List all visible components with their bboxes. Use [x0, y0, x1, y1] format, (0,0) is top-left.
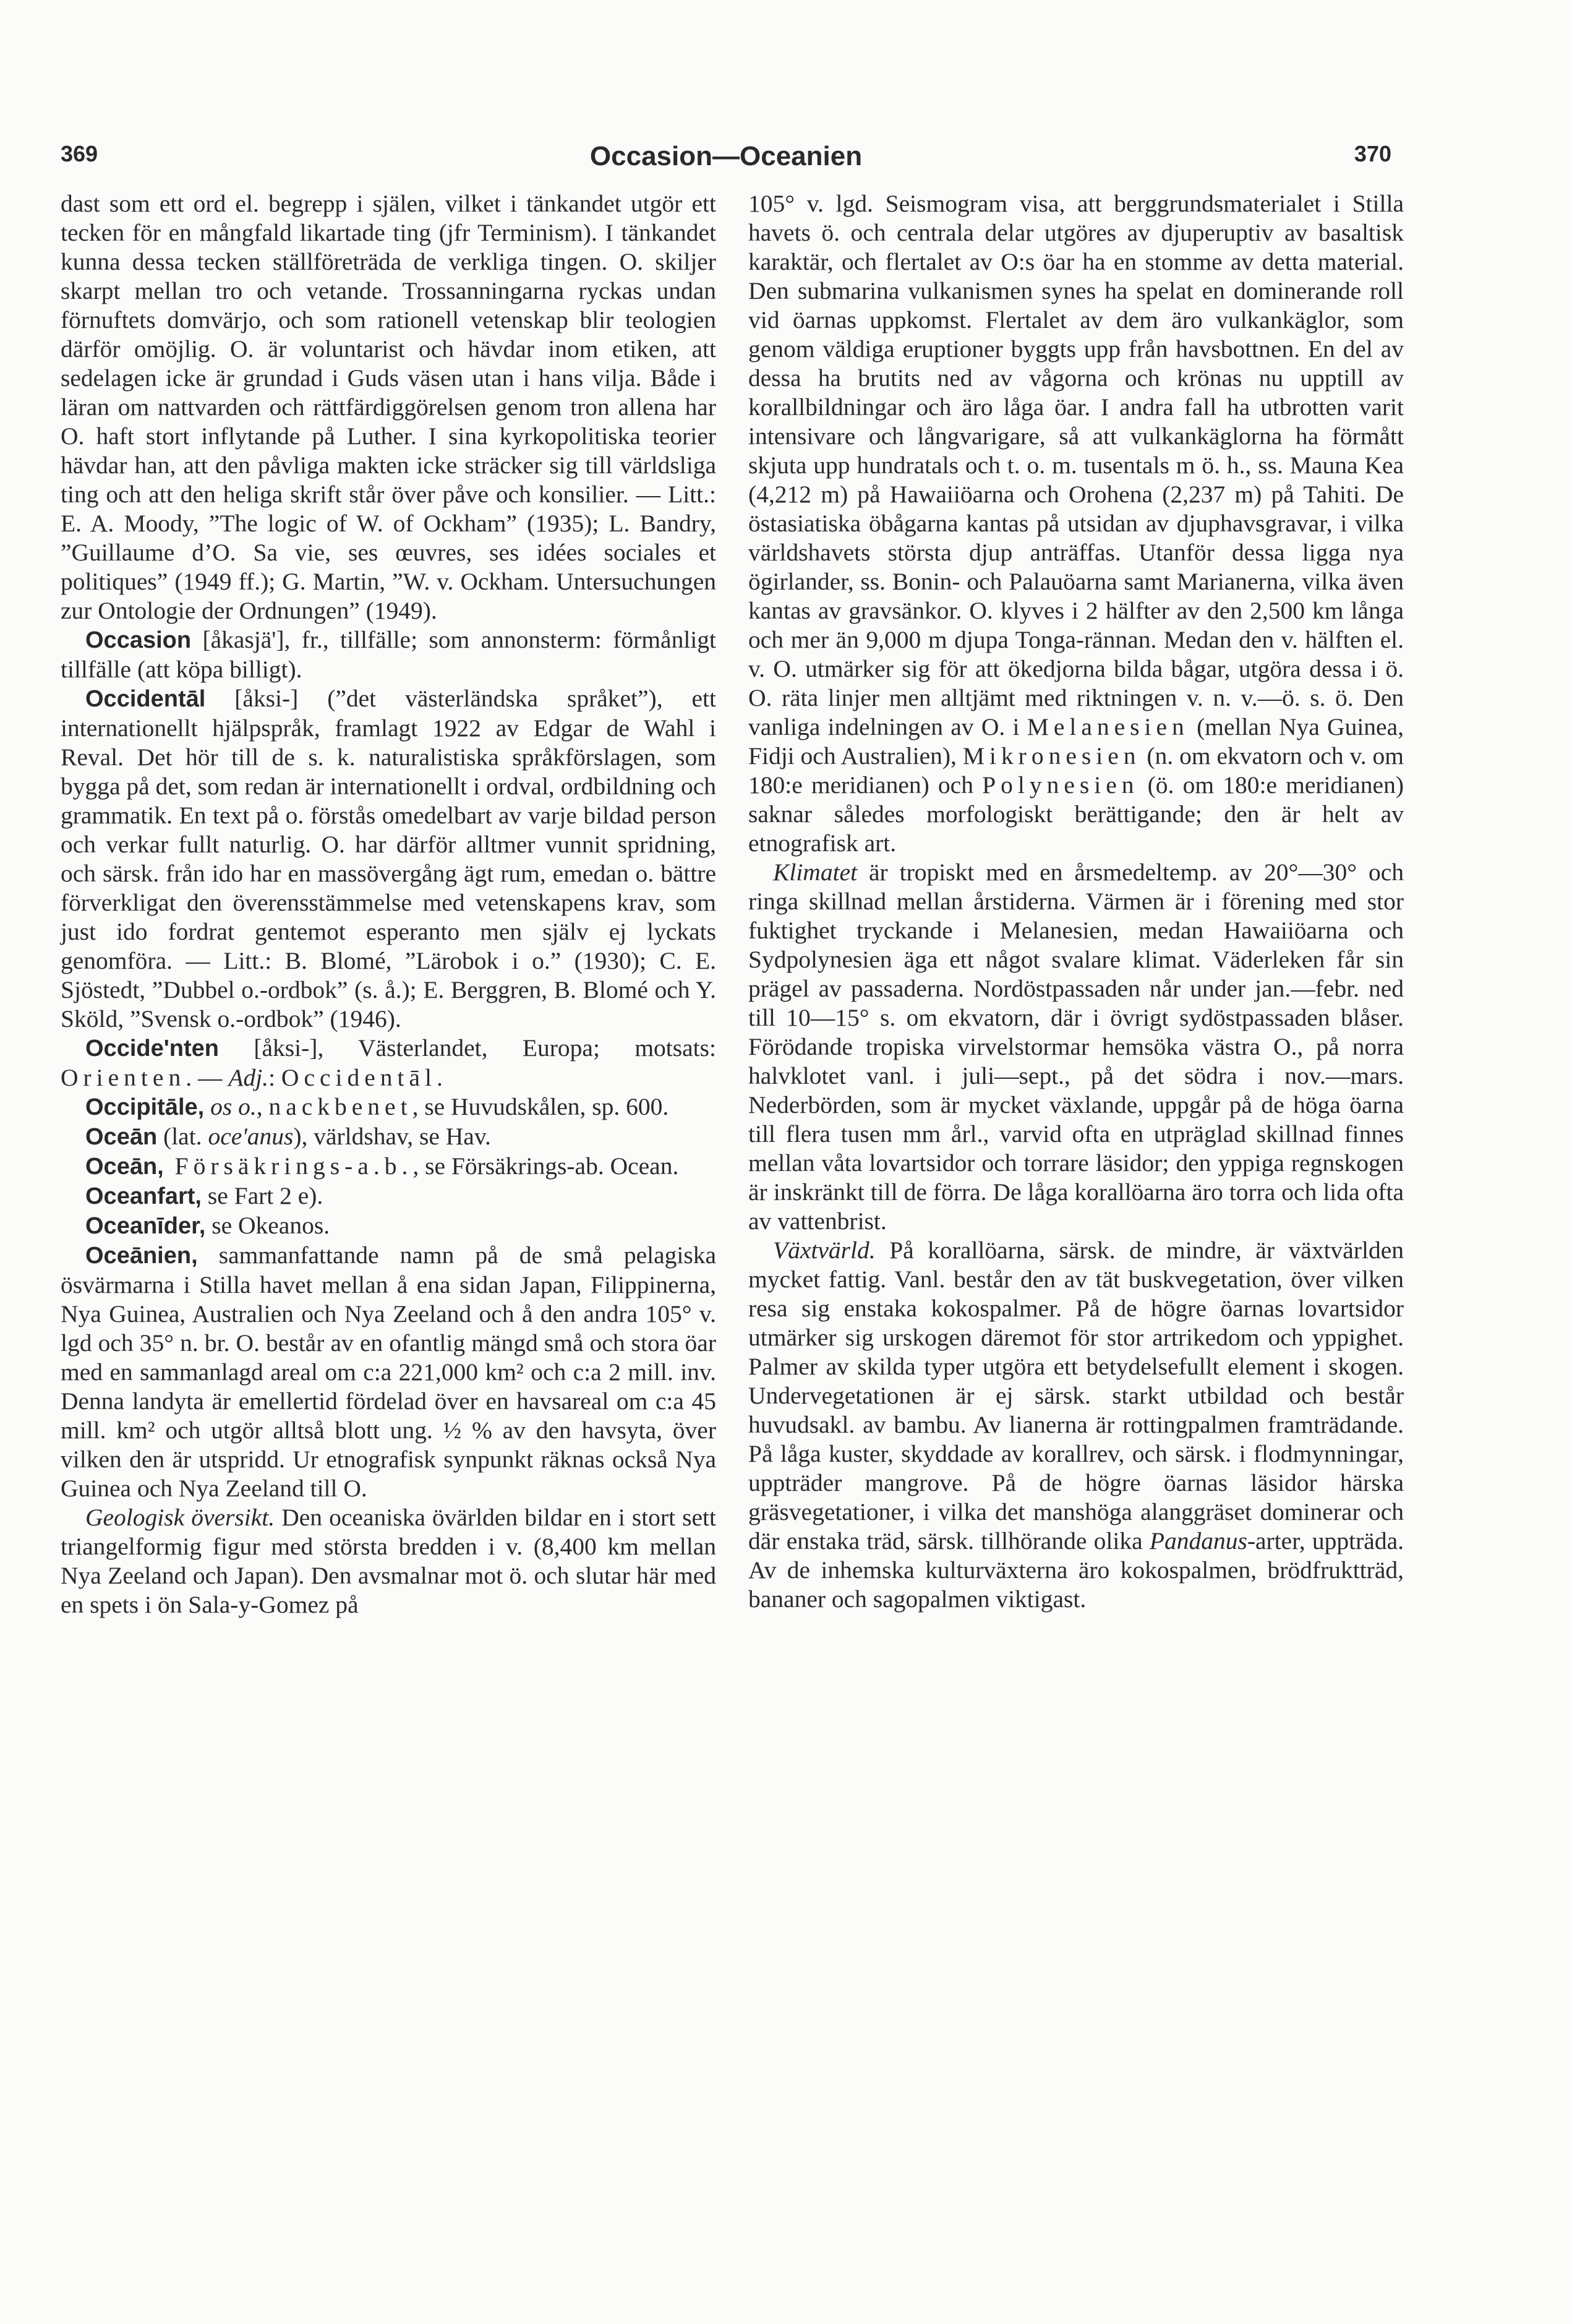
entry-body: (lat. — [157, 1123, 208, 1150]
entry-oceanfart — [61, 1181, 716, 1211]
running-header — [61, 141, 1391, 178]
headword-oceanien: Oceānien, — [85, 1243, 198, 1269]
italic-term: os o. — [204, 1093, 257, 1120]
spaced-term: Mikronesien — [962, 742, 1141, 770]
oceanien-continuation — [748, 189, 1404, 858]
headword-occasion: Occasion — [85, 627, 192, 653]
entry-ocean — [61, 1122, 716, 1152]
entry-ocean-insurance — [61, 1152, 716, 1181]
entry-body: På korallöarna, särsk. de mindre, är växtvärlden mycket fattig. Vanl. består den av tät buskvegetation, över vilken resa sig enstaka kokospalmer. På de högre öarnas lovartsidor utmärker sig urskogen däremot för stor artrikedom och yppighet. Palmer av skilda typer utgöra ett betydelsefullt element i skogen. Undervegetationen är ej särsk. starkt utbildad och består huvudsakl. av bambu. Av lianerna är rottingpalmen framträdande. På låga kuster, skyddade av korallrev, och särsk. i flodmynningar, uppträder mangrove. På de högre öarnas läsidor härska gräsvegetationer, i vilka det manshöga alanggräset dominerar och där enstaka träd, särsk. tillhörande olika — [748, 1237, 1404, 1554]
entry-body: : — [268, 1064, 281, 1091]
headword-occipitale: Occipitāle, — [85, 1094, 205, 1120]
entry-body: ), världshav, se Hav. — [293, 1123, 491, 1150]
entry-body: sammanfattande namn på de små pelagiska ösvärmarna i Stilla havet mellan å ena sidan Japan, Filippinerna, Nya Guinea, Australien och Nya Zeeland och å den andra 105° v. lgd och 35° n. br. O. består av en ofantlig mängd små och stora öar med en sammanlagd areal om c:a 221,000 km² och c:a 2 mill. inv. Denna landyta är emellertid fördelad över en havsareal om c:a 45 mill. km² och utgör alltså blott ung. ½ % av den havsyta, över vilken den är utspridd. Ur etnografisk synpunkt räknas också Nya Guinea och Nya Zeeland till O. — [61, 1241, 716, 1502]
section-heading: Växtvärld. — [773, 1237, 876, 1264]
section-heading: Klimatet — [773, 859, 858, 886]
entry-oceanider — [61, 1211, 716, 1241]
spaced-term: nackbenet — [268, 1093, 412, 1120]
entry-body: . — [437, 1064, 443, 1091]
entry-body: är tropiskt med en årsmedeltemp. av 20°—30° och ringa skillnad mellan årstiderna. Värmen är i förening med stor fuktighet tryckande i Melanesien, medan Hawaiiöarna och Sydpolynesien äga ett något svalare klimat. Väderleken får sin prägel av passaderna. Nordöstpassaden når under jan.—febr. ned till 10—15° s. om ekvatorn, där i övrigt sydöstpassaden blåser. Förödande tropiska virvelstormar hemsöka västra O., på norra halvklotet vanl. i juli—sept., på det södra i nov.—mars. Nederbörden, som är mycket växlande, uppgår på de höga öarna till flera tusen mm årl., varvid ofta en utpräglad skillnad finnes mellan våta lovartsidor och torrare läsidor; den yppiga regnskogen är inskränkt till de förra. De låga korallöarna äro torra och lida ofta av vattenbrist. — [748, 859, 1404, 1235]
spaced-term: Försäkrings-a.b. — [163, 1152, 413, 1180]
italic-term: Pandanus — [1149, 1527, 1247, 1554]
headword-oceanfart: Oceanfart, — [85, 1183, 202, 1209]
page-number-left: 369 — [61, 141, 98, 166]
entry-occipitale — [61, 1092, 716, 1122]
section-geologisk — [61, 1503, 716, 1619]
entry-body: (n. om ekvatorn och v. om 180:e meridianen) och — [748, 742, 1404, 799]
entry-body: (mellan Nya Guinea, Fidji och Australien), — [748, 713, 1404, 770]
section-vaxtvarld — [748, 1236, 1404, 1614]
entry-body: se Fart 2 e). — [201, 1182, 323, 1209]
entry-oceanien — [61, 1241, 716, 1503]
page-number-right: 370 — [1354, 141, 1391, 166]
entry-occidental — [61, 684, 716, 1034]
section-heading: Geologisk översikt. — [85, 1504, 275, 1531]
entry-body: . — — [186, 1064, 229, 1091]
entry-body: (ö. om 180:e meridianen) saknar således morfologiskt berättigande; den är helt av etnografisk art. — [748, 771, 1404, 857]
entry-body: [åksi-], Västerlandet, Europa; motsats: — [218, 1034, 716, 1061]
entry-occasion — [61, 625, 716, 684]
headword-occidenten: Occide'nten — [85, 1036, 219, 1061]
entry-body: 105° v. lgd. Seismogram visa, att berggrundsmaterialet i Stilla havets ö. och centrala delar utgöres av djuperuptiv av basaltisk karaktär, och flertalet av O:s öar ha en stomme av detta material. Den submarina vulkanismen synes ha spelat en dominerande roll vid öarnas uppkomst. Flertalet av dem äro vulkankäglor, som genom väldiga eruptioner byggts upp från havsbottnen. En del av dessa ha brutits ned av vågorna och krönas nu upptill av korallbildningar och äro låga öar. I andra fall ha utbrotten varit intensivare och långvarigare, så att vulkankäglorna ha förmått skjuta upp hundratals och t. o. m. tusentals m ö. h., ss. Mauna Kea (4,212 m) på Hawaiiöarna och Orohena (2,237 m) på Tahiti. De östasiatiska öbågarna kantas på utsidan av djuphavsgravar, i vilka världshavets största djup anträffas. Utanför dessa ligga nya ögirlander, ss. Bonin- och Palauöarna samt Marianerna, vilka även kantas av gravsänkor. O. klyves i 2 hälfter av den 2,500 km långa och mer än 9,000 m djupa Tonga-rännan. Medan den v. hälften el. v. O. utmärker sig för att ökedjorna bilda bågar, utgöra dessa i ö. O. räta linjer men alltjämt med riktningen v. n. v.—ö. s. ö. Den vanliga indelningen av O. i — [748, 190, 1404, 740]
entry-occidenten — [61, 1034, 716, 1092]
ockham-continuation: dast som ett ord el. begrepp i själen, vilket i tänkandet utgör ett tecken för en mångfald likartade ting (jfr Terminism). I tänkandet kunna dessa tecken ställföreträda de verkliga tingen. O. skiljer skarpt mellan tro och vetande. Trossanningarna ryckas undan förnuftets domvärjo, och som rationell vetenskap blir teologien därför omöjlig. O. är voluntarist och hävdar inom etiken, att sedelagen icke är grundad i Guds väsen utan i hans vilja. Både i läran om nattvarden och rättfärdiggörelsen genom tron allena har O. haft stort inflytande på Luther. I sina kyrkopolitiska teorier hävdar han, att den påvliga makten icke sträcker sig till världsliga ting och att den heliga skrift står över påve och konsilier. — Litt.: E. A. Moody, ”The logic of W. of Ockham” (1935); L. Bandry, ”Guillaume d’O. Sa vie, ses œuvres, ses idées sociales et politiques” (1949 ff.); G. Martin, ”W. v. Ockham. Untersuchungen zur Ontologie der Ordnungen” (1949). — [61, 190, 716, 624]
entry-body: Den oceaniska övärlden bildar en i stort sett triangelformig figur med största bredden i v. (8,400 km mellan Nya Zeeland och Japan). Den avsmalnar mot ö. och slutar här med en spets i ön Sala-y-Gomez på — [61, 1504, 716, 1618]
headword-oceanider: Oceanīder, — [85, 1213, 206, 1239]
spaced-term: Polynesien — [982, 771, 1139, 799]
headword-ocean-insurance: Oceān, — [85, 1154, 164, 1180]
entry-body: [åkasjä'], fr., tillfälle; som annonsterm: förmånligt tillfälle (att köpa billigt). — [61, 626, 716, 683]
entry-body: se Okeanos. — [205, 1212, 330, 1239]
italic-term: Adj. — [228, 1064, 269, 1091]
entry-body: , se Försäkrings-ab. Ocean. — [412, 1152, 679, 1180]
headword-occidental: Occidentāl — [85, 686, 206, 712]
spaced-term: Melanesien — [1027, 713, 1189, 740]
spaced-term: Occidentāl — [281, 1064, 437, 1091]
entry-body: , se Huvudskålen, sp. 600. — [412, 1093, 669, 1120]
spaced-term: Orienten — [61, 1064, 186, 1091]
section-klimatet — [748, 858, 1404, 1236]
italic-term: oce'anus — [208, 1123, 294, 1150]
running-title: Occasion—Oceanien — [589, 141, 863, 171]
entry-body: -arter, uppträda. Av de inhemska kulturväxterna äro kokospalmen, brödfruktträd, bananer och sagopalmen viktigast. — [748, 1527, 1404, 1613]
headword-ocean: Oceān — [85, 1124, 158, 1150]
entry-body: , — [256, 1093, 269, 1120]
right-column — [748, 189, 1404, 1614]
entry-body: [åksi-] (”det västerländska språket”), ett internationellt hjälpspråk, framlagt 1922 av Edgar de Wahl i Reval. Det hör till de s. k. naturalistiska språkförslagen, som bygga på det, som redan är internationellt i ordval, ordbildning och grammatik. En text på o. förstås omedelbart av varje bildad person och verkar fullt naturlig. O. har därför alltmer vunnit spridning, och särsk. från ido har en massövergång ägt rum, emedan o. bättre förverkligat den överensstämmelse med vetenskapens krav, som just ido fordrat gentemot esperanto men själv ej lyckats genomföra. — Litt.: B. Blomé, ”Lärobok i o.” (1930); C. E. Sjöstedt, ”Dubbel o.-ordbok” (s. å.); E. Berggren, B. Blomé och Y. Sköld, ”Svensk o.-ordbok” (1946). — [61, 685, 716, 1032]
left-column — [61, 189, 716, 1619]
